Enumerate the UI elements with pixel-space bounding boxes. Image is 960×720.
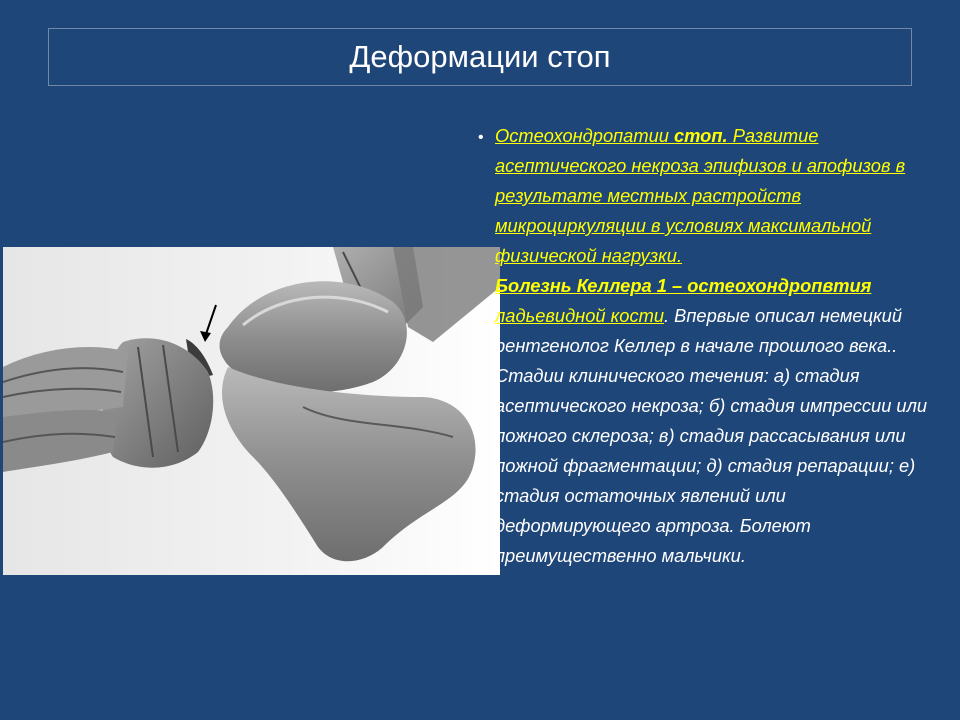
p2-part-a: Болезнь Келлера 1 – (495, 275, 688, 296)
p1-part-b: стоп. (674, 125, 728, 146)
p2-part-d: . Впервые описал немецкий рентгенолог Келлер в начале прошлого века.. Стадии клинического течения: а) стадия асептического некроза; б) стадия импрессии или ложного склероза; в) стадия рассасывания или ложной фрагментации; д) стадия репарации; е) стадия остаточных явлений или деформирующего артроза. Болеют преимущественно мальчики. (495, 305, 928, 566)
p1-part-a: Остеохондропатии (495, 125, 674, 146)
p1-part-c: Развитие асептического некроза эпифизов и апофизов в результате местных растройств микроциркуляции в условиях максимальной физической нагрузки. (495, 125, 906, 266)
bullet-icon: • (478, 129, 484, 146)
title-box (48, 28, 912, 86)
page-title: Деформации стоп (349, 39, 611, 74)
xray-image (3, 247, 500, 575)
foot-xray-illustration (3, 247, 500, 575)
description-text (478, 121, 940, 571)
paragraph-kohler (495, 271, 940, 571)
p2-part-b: остеохондропвтия (687, 275, 872, 296)
p2-part-c: ладьевидной кости (495, 305, 664, 326)
paragraph-osteochondropathy (495, 121, 940, 271)
